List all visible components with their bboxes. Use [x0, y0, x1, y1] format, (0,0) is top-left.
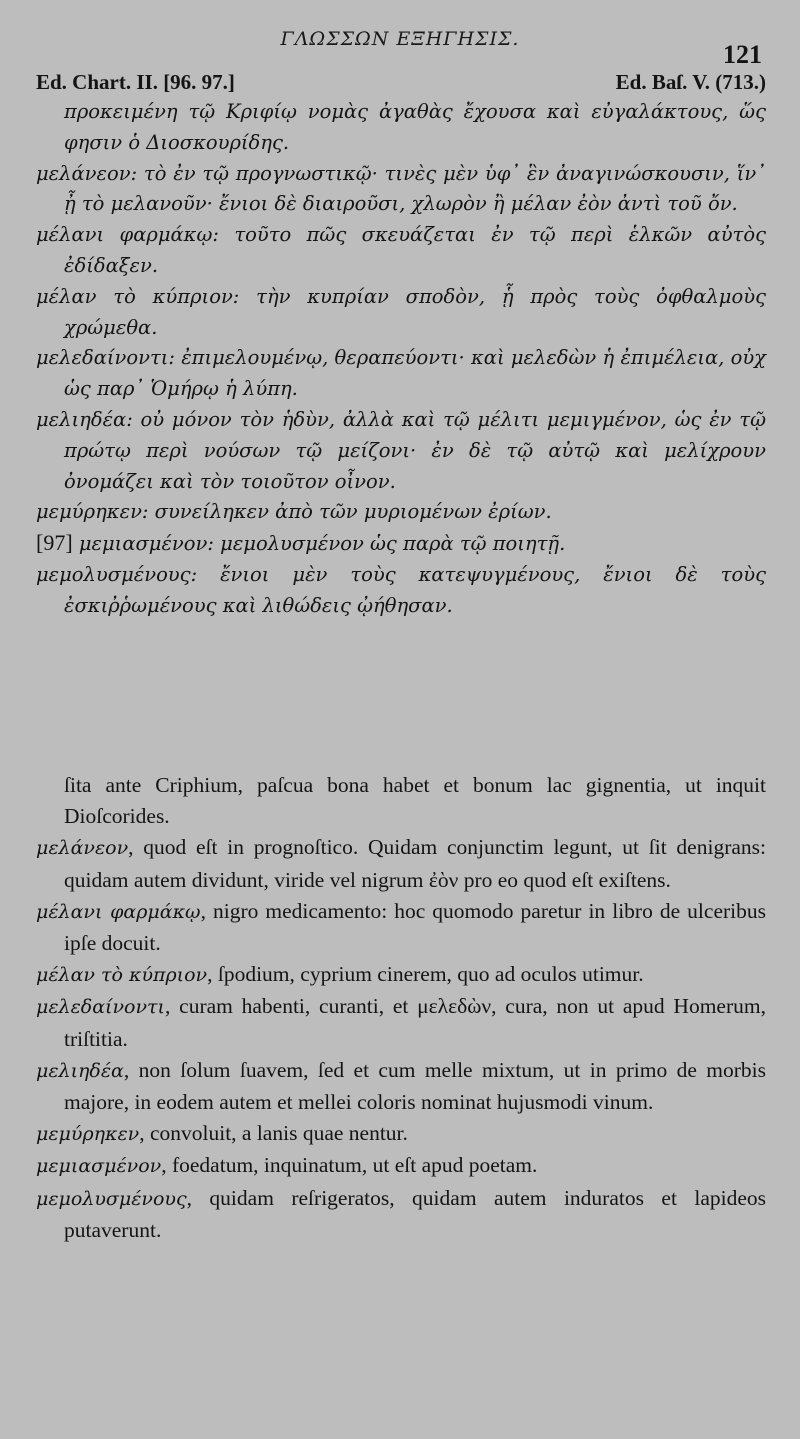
- greek-entry: μέλανι φαρμάκῳ: τοῦτο πῶς σκευάζεται ἐν τῷ περὶ ἑλκῶν αὐτὸς ἐδίδαξεν.: [36, 223, 766, 277]
- page-marker: [97]: [36, 530, 73, 556]
- latin-entry: μελάνεον, quod eſt in prognoſtico. Quidam conjunctim legunt, ut ſit denigrans: quidam autem dividunt, viride vel nigrum ἐὸν pro eo quod eſt exiſtens.: [36, 835, 766, 892]
- latin-entry: ſita ante Criphium, paſcua bona habet et bonum lac gignentia, ut inquit Dioſcorides.: [64, 773, 766, 829]
- latin-entry: μεμιασμένον, foedatum, inquinatum, ut eſt apud poetam.: [36, 1153, 538, 1178]
- greek-entry: προκειμένη τῷ Κριφίῳ νομὰς ἀγαθὰς ἔχουσα καὶ εὐγαλάκτους, ὥς φησιν ὁ Διοσκουρίδης.: [64, 100, 766, 154]
- lemma: μελιηδέα: [36, 1059, 124, 1082]
- lemma: μεμολυσμένους: [36, 1187, 187, 1210]
- greek-entry: μεμύρηκεν: συνείληκεν ἀπὸ τῶν μυριομένων ἐρίων.: [36, 500, 552, 524]
- lemma: μελάνεον: [36, 837, 129, 860]
- latin-entry: μελεδαίνοντι, curam habenti, curanti, et μελεδὼν, cura, non ut apud Homerum, triſtitia.: [36, 994, 766, 1051]
- edition-reference-left: Ed. Chart. II. [96. 97.]: [36, 70, 235, 94]
- greek-text-block: [36, 97, 766, 622]
- edition-reference-right: Ed. Baſ. V. (713.): [615, 70, 766, 94]
- greek-entry: μελεδαίνοντι: ἐπιμελουμένῳ, θεραπεύοντι· καὶ μελεδὼν ἡ ἐπιμέλεια, οὐχ ὡς παρ᾽ Ὁμήρῳ ἡ λύπη.: [36, 346, 766, 401]
- latin-entry: μέλαν τὸ κύπριον, ſpodium, cyprium cinerem, quo ad oculos utimur.: [36, 962, 644, 987]
- lemma: μεμύρηκεν: [36, 1123, 140, 1146]
- lemma: μεμιασμένον: [36, 1155, 162, 1178]
- lemma: μέλανι φαρμάκῳ: [36, 900, 201, 923]
- greek-entry: μελάνεον: τὸ ἐν τῷ προγνωστικῷ· τινὲς μὲν ὑφ᾽ ἓν ἀναγινώσκουσιν, ἵν᾽ ᾖ τὸ μελανοῦν· ἔνιοι δὲ διαιροῦσι, χλωρὸν ἢ μέλαν ἐὸν ἀντὶ τοῦ ὄν.: [36, 161, 766, 216]
- page-number: 121: [723, 40, 762, 69]
- greek-entry: μεμολυσμένους: ἔνιοι μὲν τοὺς κατεψυγμένους, ἔνιοι δὲ τοὺς ἐσκιῤῥωμένους καὶ λιθώδεις ᾠήθησαν.: [36, 562, 766, 617]
- greek-entry: μέλαν τὸ κύπριον: τὴν κυπρίαν σποδὸν, ᾗ πρὸς τοὺς ὀφθαλμοὺς χρώμεθα.: [36, 284, 766, 339]
- lemma: μελεδαίνοντι: [36, 996, 166, 1019]
- latin-entry: μελιηδέα, non ſolum ſuavem, ſed et cum melle mixtum, ut in primo de morbis majore, in eodem autem et mellei coloris nominat hujusmodi vinum.: [36, 1057, 766, 1115]
- latin-entry: μέλανι φαρμάκῳ, nigro medicamento: hoc quomodo paretur in libro de ulceribus ipſe docuit.: [36, 898, 766, 956]
- greek-entry: μελιηδέα: οὐ μόνον τὸν ἡδὺν, ἀλλὰ καὶ τῷ μέλιτι μεμιγμένον, ὡς ἐν τῷ πρώτῳ περὶ νούσων τῷ μείζονι· ἐν δὲ τῷ αὐτῷ καὶ μελίχρουν ὀνομάζει καὶ τὸν τοιοῦτον οἶνον.: [36, 407, 766, 493]
- latin-entry: μεμολυσμένους, quidam reſrigeratos, quidam autem induratos et lapideos putaverunt.: [36, 1185, 766, 1242]
- running-title: ΓΛΩΣΣΩΝ ΕΞΗΓΗΣΙΣ.: [280, 28, 520, 50]
- latin-text-block: [36, 770, 766, 1246]
- latin-entry: μεμύρηκεν, convoluit, a lanis quae nentur.: [36, 1121, 408, 1146]
- greek-entry: [97] μεμιασμένον: μεμολυσμένον ὡς παρὰ τῷ ποιητῇ.: [36, 530, 566, 556]
- lemma: μέλαν τὸ κύπριον: [36, 964, 208, 987]
- edition-reference-row: [36, 70, 766, 98]
